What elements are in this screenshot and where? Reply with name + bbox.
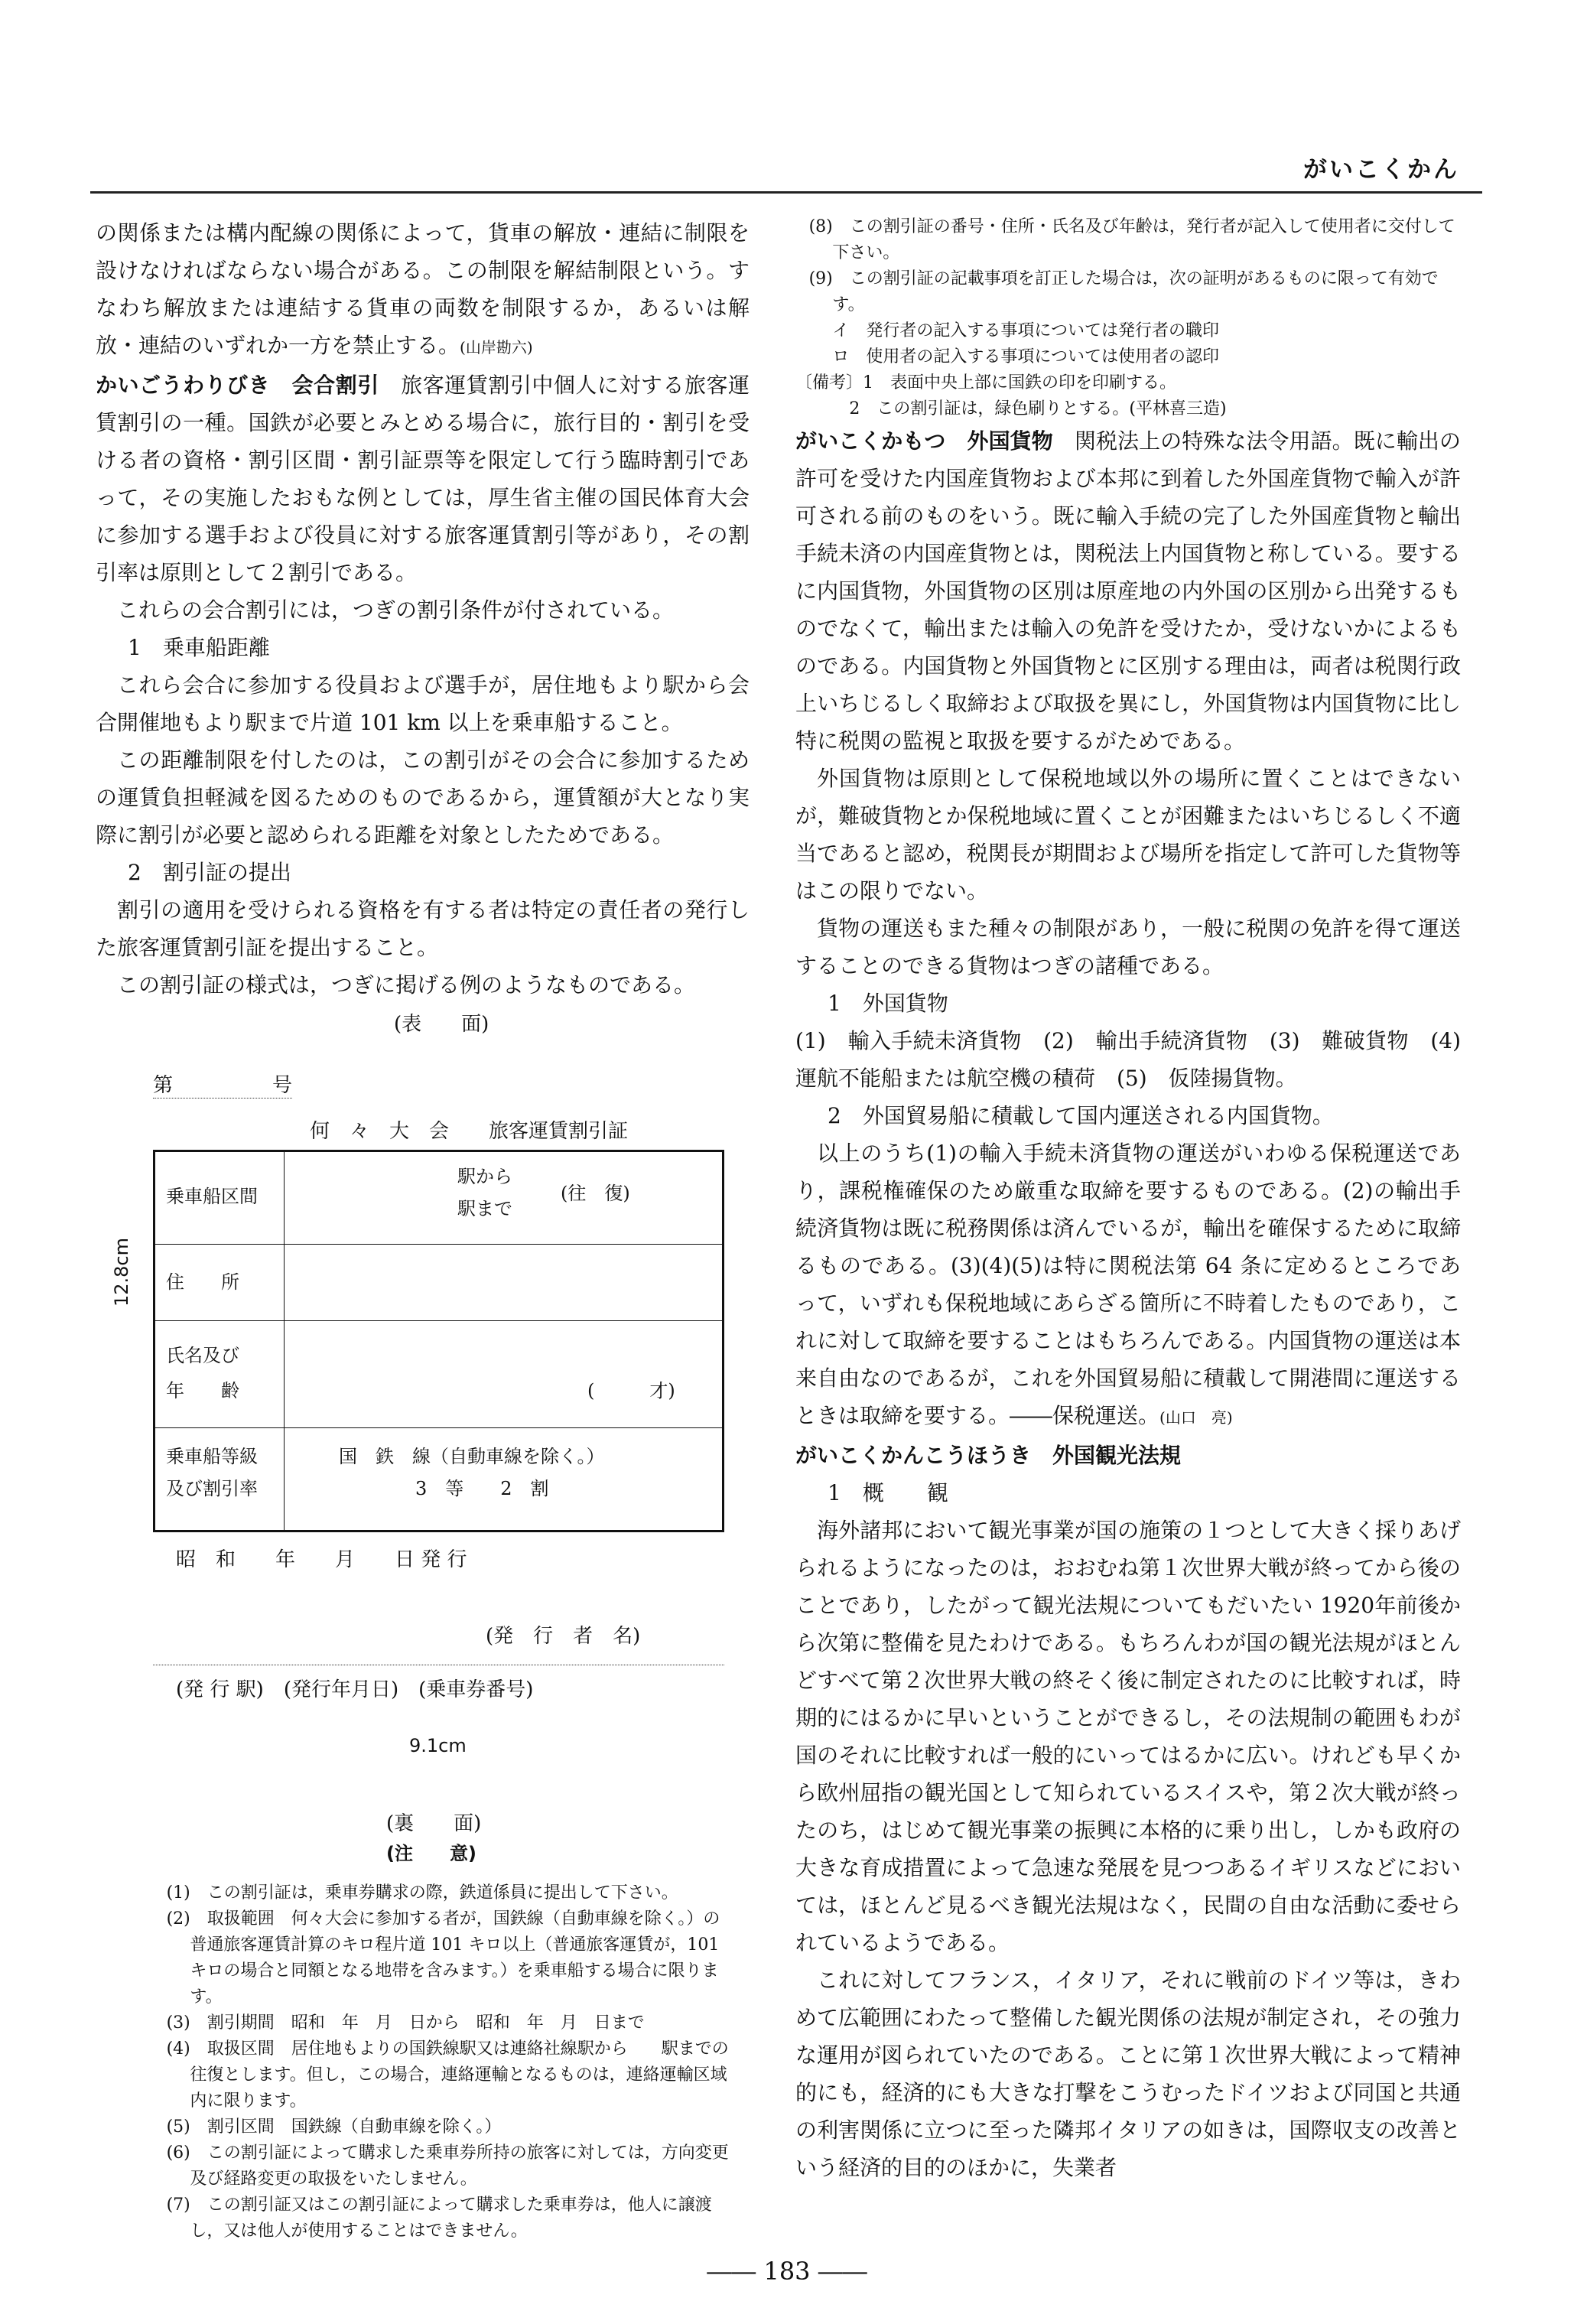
paragraph: この割引証の様式は，つぎに掲げる例のようなものである。 xyxy=(117,972,696,998)
form-title: 何 々 大 会 旅客運賃割引証 xyxy=(310,1120,629,1143)
note-item: (6) この割引証によって購求した乗車券所持の旅客に対しては，方向変更及び経路変更の取扱をいたしません。 xyxy=(166,2143,729,2189)
from-station: 駅から xyxy=(457,1166,512,1187)
remark: 〔備考〕1 表面中央上部に国鉄の印を印刷する。 xyxy=(795,373,1176,392)
issue-date: 昭 和 年 月 日 発 行 xyxy=(176,1548,467,1571)
form-row-name-age xyxy=(155,1320,722,1428)
right-column xyxy=(795,214,1483,2186)
running-head: がいこくかん xyxy=(1303,156,1459,184)
author-credit: (平林喜三造) xyxy=(1129,399,1227,418)
note-item: (4) 取扱区間 居住地もよりの国鉄線駅又は連絡社線駅から 駅までの往復とします。但し，この場合，連絡運輸となるものは，連絡運輸区域内に限ります。 xyxy=(166,2039,729,2111)
paragraph: 海外諸邦において観光事業が国の施策の１つとして大きく採りあげられるようになったのは，おおむね第１次世界大戦が終ってから後のことであり，したがって観光法規についてもだいたい 1920年前後から次第に整備を見たわけである。もちろんわが国の観光法規がほとんどすべて第２次世界大戦の終そく後に制定されたのに比較すれば，時期的にはるかに早いということができるし，その法規制の範囲もわが国のそれに比較すれば一般的にいってはるかに広い。けれども早くから欧州屈指の観光国として知られているスイスや，第２次大戦が終ったのち，はじめて観光事業の振興に本格的に乗り出し，しかも政府の大きな育成措置によって急速な発展を見つつあるイギリスなどにおいては，ほとんど見るべき観光法規はなく，民間の自由な活動に委せられているようである。 xyxy=(795,1518,1461,1955)
paragraph: 割引の適用を受けられる資格を有する者は特定の責任者の発行した旅客運賃割引証を提出すること。 xyxy=(96,897,750,960)
row-label: 年 齢 xyxy=(166,1380,239,1401)
discount-certificate-form xyxy=(96,1008,750,2241)
entry-gaikokukankouhouki-term: がいこくかんこうほうき 外国観光法規 xyxy=(795,1443,1182,1468)
note-item: (8) この割引証の番号・住所・氏名及び年齢は，発行者が記入して使用者に交付して下さい。 xyxy=(808,217,1455,262)
form-row-section xyxy=(155,1152,722,1245)
header-rule xyxy=(90,191,1482,194)
page-number: ―― 183 ―― xyxy=(707,2257,867,2286)
paragraph: この距離制限を付したのは，この割引がその会合に参加するための運賃負担軽減を図るためのものであるから，運賃額が大となり実際に割引が必要と認められる距離を対象としたためである。 xyxy=(96,747,750,848)
issuer-name: (発 行 者 名) xyxy=(486,1625,641,1648)
entry-gaikokukamotsu: がいこくかもつ 外国貨物 関税法上の特殊な法令用語。既に輸出の許可を受けた内国産貨物および本邦に到着した外国産貨物で輸入が許可される前のものをいう。既に輸入手続の完了した外国産貨物と輸出手続未済の内国産貨物とは，関税法上内国貨物と称している。要するに内国貨物，外国貨物の区別は原産地の内外国の区別から出発するものでなくて，輸出または輸入の免許を受けたか，受けないかによるものである。内国貨物と外国貨物とに区別する理由は，両者は税関行政上いちじるしく取締および取扱を異にし，外国貨物は内国貨物に比し特に税関の監視と取扱を要するがためである。 xyxy=(795,428,1461,754)
subheading: 1 外国貨物 xyxy=(828,991,948,1016)
note-item: (3) 割引期間 昭和 年 月 日から 昭和 年 月 日まで xyxy=(166,2013,645,2033)
paragraph: これら会合に参加する役員および選手が，居住地もより駅から会合開催地もより駅まで片道 101 km 以上を乗車船すること。 xyxy=(96,672,750,735)
form-number-line: 第 号 xyxy=(153,1069,292,1099)
form-table xyxy=(153,1150,724,1532)
entry-term: かいごうわりびき 会合割引 xyxy=(96,373,379,398)
note-item: (7) この割引証又はこの割引証によって購求した乗車券は，他人に譲渡し，又は他人が使用することはできません。 xyxy=(166,2195,712,2241)
to-station: 駅まで xyxy=(457,1198,512,1219)
notes-list xyxy=(153,1880,734,2244)
form-back-label: (裏 面) xyxy=(386,1812,482,1835)
paragraph: 貨物の運送もまた種々の制限があり，一般に税関の免許を得て運送することのできる貨物はつぎの諸種である。 xyxy=(795,916,1461,978)
list-line: (1) 輸入手続未済貨物 (2) 輸出手続済貨物 (3) 難破貨物 (4) 運航不能船または航空機の積荷 (5) 仮陸揚貨物。 xyxy=(795,1028,1483,1091)
subheading: 1 概 観 xyxy=(828,1480,948,1505)
class-rate: 3 等 2 割 xyxy=(415,1478,549,1499)
row-label: 乗車船区間 xyxy=(166,1186,258,1207)
paragraph: 外国貨物は原則として保税地域以外の場所に置くことはできないが，難破貨物とか保税地域に置くことが困難またはいちじるしく不適当であると認め，税関長が期間および場所を指定して許可した貨物等はこの限りでない。 xyxy=(795,766,1461,903)
author-credit: (山岸勘六) xyxy=(460,338,533,356)
note-subitem: ロ 使用者の記入する事項については使用者の認印 xyxy=(832,347,1219,366)
note-item: (5) 割引区間 国鉄線（自動車線を除く。） xyxy=(166,2117,502,2137)
round-trip: (往 復) xyxy=(561,1183,630,1204)
width-dimension-label: 9.1cm xyxy=(409,1735,467,1756)
left-column xyxy=(96,214,750,2241)
author-credit: (山口 亮) xyxy=(1159,1408,1233,1427)
form-front-label: (表 面) xyxy=(394,1013,489,1036)
paragraph: これに対してフランス，イタリア，それに戦前のドイツ等は，きわめて広範囲にわたって整備した観光関係の法規が制定され，その強力な運用が図られていたのである。ことに第１次世界大戦によって精神的にも，経済的にも大きな打撃をこうむったドイツおよび同国と共通の利害関係に立つに至った隣邦イタリアの如きは，国際収支の改善という経済的目的のほかに，失業者 xyxy=(795,1968,1461,2180)
paragraph: これらの会合割引には，つぎの割引条件が付されている。 xyxy=(117,597,675,623)
row-label: 住 所 xyxy=(166,1271,239,1293)
note-item: (1) この割引証は，乗車券購求の際，鉄道係員に提出して下さい。 xyxy=(166,1883,678,1902)
paragraph: 以上のうち(1)の輸入手続未済貨物の運送がいわゆる保税運送であり，課税権確保のため厳重な取締を要するものである。(2)の輸出手続済貨物は既に税務関係は済んでいるが，輸出を確保するために取締るものである。(3)(4)(5)は特に関税法第 64 条に定めるところであって，いずれも保税地域にあらざる箇所に不時着したものであり，これに対して取締を要することはもちろんである。内国貨物の運送は本来自由なのであるが，これを外国貿易船に積載して開港間に運送するときは取締を要する。――保税運送。(山口 亮) xyxy=(795,1141,1461,1428)
paragraph-continued: の関係または構内配線の関係によって，貨車の解放・連結に制限を設けなければならない場合がある。この制限を解結制限という。すなわち解放または連結する貨車の両数を制限するか，あるいは解放・連結のいずれか一方を禁止する。(山岸勘六) xyxy=(96,220,750,358)
row-label: 乗車船等級 xyxy=(166,1446,258,1467)
entry-term: がいこくかもつ 外国貨物 xyxy=(795,428,1053,454)
subheading: 2 外国貿易船に積載して国内運送される内国貨物。 xyxy=(828,1103,1334,1128)
note-item: (9) この割引証の記載事項を訂正した場合は，次の証明があるものに限って有効です。 xyxy=(808,269,1439,314)
remark: 2 この割引証は，緑色刷りとする。(平林喜三造) xyxy=(849,399,1227,418)
subheading: 1 乗車船距離 xyxy=(128,635,270,660)
footer-fields: (発 行 駅) (発行年月日) (乗車券番号) xyxy=(176,1678,534,1701)
note-item: (2) 取扱範囲 何々大会に参加する者が，国鉄線（自動車線を除く。）の普通旅客運賃計算のキロ程片道 101 キロ以上（普通旅客運賃が，101 キロの場合と同額となる地帯を含みます。）を乗車船する場合に限ります。 xyxy=(166,1909,720,2007)
form-row-class-rate xyxy=(155,1427,722,1530)
row-label: 及び割引率 xyxy=(166,1478,258,1499)
subheading: 2 割引証の提出 xyxy=(128,860,291,885)
age-field: ( 才) xyxy=(587,1380,675,1401)
notes-label: (注 意) xyxy=(386,1843,476,1864)
entry-kaigouwaribiki: かいごうわりびき 会合割引 旅客運賃割引中個人に対する旅客運賃割引の一種。国鉄が必要とみとめる場合に，旅行目的・割引を受ける者の資格・割引区間・割引証票等を限定して行う臨時割引であって，その実施したおもな例としては，厚生省主催の国民体育大会に参加する選手および役員に対する旅客運賃割引等があり，その割引率は原則として２割引である。 xyxy=(96,373,750,585)
note-subitem: イ 発行者の記入する事項については発行者の職印 xyxy=(832,321,1219,340)
row-label: 氏名及び xyxy=(166,1345,239,1366)
rail-line: 国 鉄 線（自動車線を除く。） xyxy=(339,1446,605,1467)
height-dimension-label: 12.8cm xyxy=(111,1238,132,1307)
form-row-address xyxy=(155,1244,722,1321)
